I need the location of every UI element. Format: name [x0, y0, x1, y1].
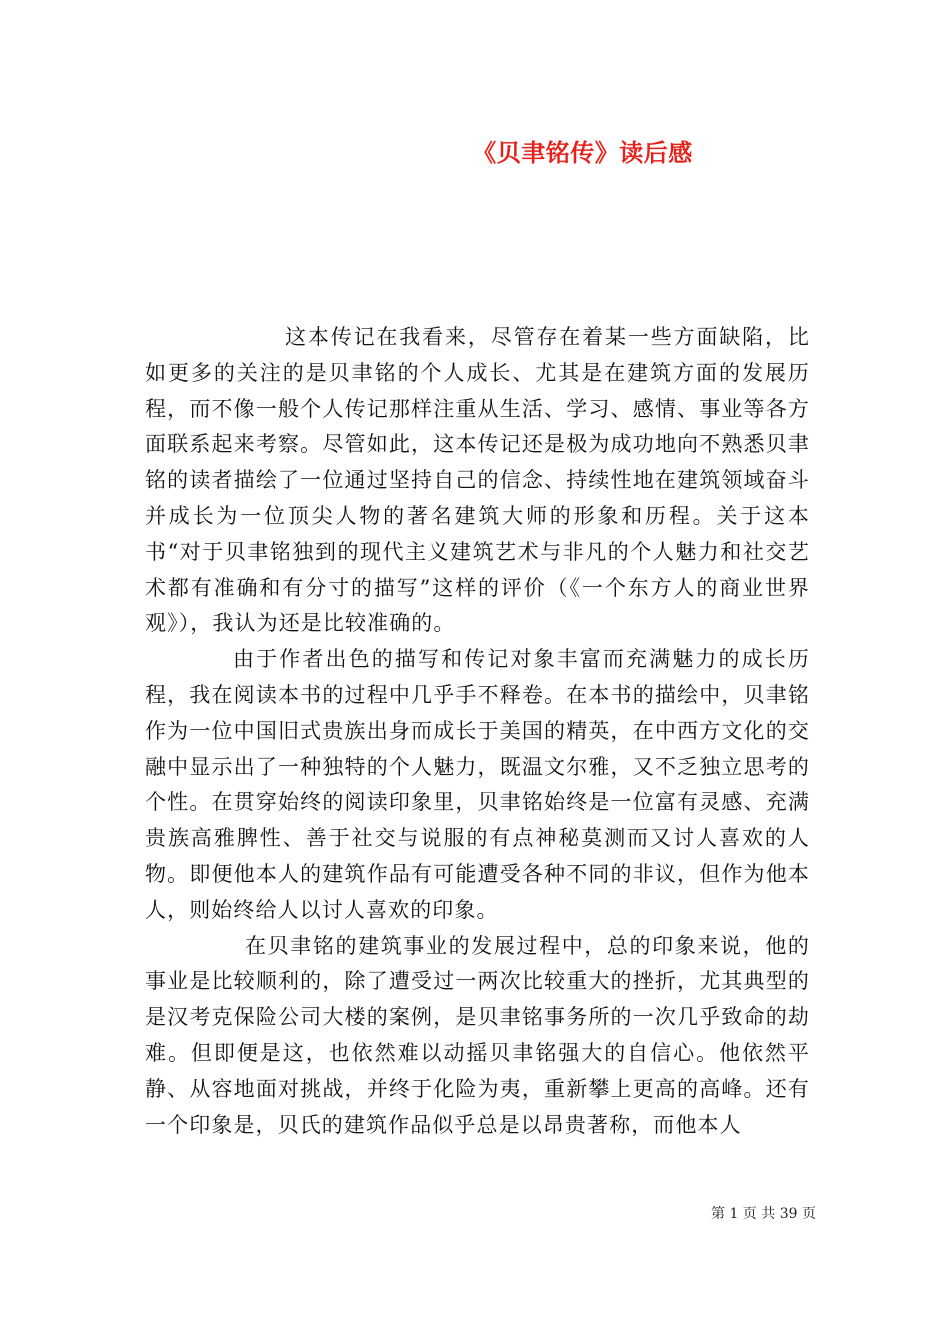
paragraph-1: 这本传记在我看来，尽管存在着某一些方面缺陷，比如更多的关注的是贝聿铭的个人成长、尤其是在建筑方面的发展历程，而不像一般个人传记那样注重从生活、学习、感情、事业等各方面联系起来考察。尽管如此，这本传记还是极为成功地向不熟悉贝聿铭的读者描绘了一位通过坚持自己的信念、持续性地在建筑领域奋斗并成长为一位顶尖人物的著名建筑大师的形象和历程。关于这本书“对于贝聿铭独到的现代主义建筑艺术与非凡的个人魅力和社交艺术都有准确和有分寸的描写”这样的评价（《一个东方人的商业世界观》），我认为还是比较准确的。 [145, 325, 810, 636]
page-number-footer: 第 1 页 共 39 页 [711, 1206, 816, 1222]
document-title: 《贝聿铭传》读后感 [472, 138, 693, 167]
paragraph-2: 由于作者出色的描写和传记对象丰富而充满魅力的成长历程，我在阅读本书的过程中几乎手不释卷。在本书的描绘中，贝聿铭作为一位中国旧式贵族出身而成长于美国的精英，在中西方文化的交融中显示出了一种独特的个人魅力，既温文尔雅，又不乏独立思考的个性。在贯穿始终的阅读印象里，贝聿铭始终是一位富有灵感、充满贵族高雅脾性、善于社交与说服的有点神秘莫测而又讨人喜欢的人物。即便他本人的建筑作品有可能遭受各种不同的非议，但作为他本人，则始终给人以讨人喜欢的印象。 [145, 647, 810, 922]
paragraph-3: 在贝聿铭的建筑事业的发展过程中，总的印象来说，他的事业是比较顺利的，除了遭受过一两次比较重大的挫折，尤其典型的是汉考克保险公司大楼的案例，是贝聿铭事务所的一次几乎致命的劫难。但即便是这，也依然难以动摇贝聿铭强大的自信心。他依然平静、从容地面对挑战，并终于化险为夷，重新攀上更高的高峰。还有一个印象是，贝氏的建筑作品似乎总是以昂贵著称，而他本人 [145, 933, 810, 1137]
document-body [145, 320, 810, 1143]
